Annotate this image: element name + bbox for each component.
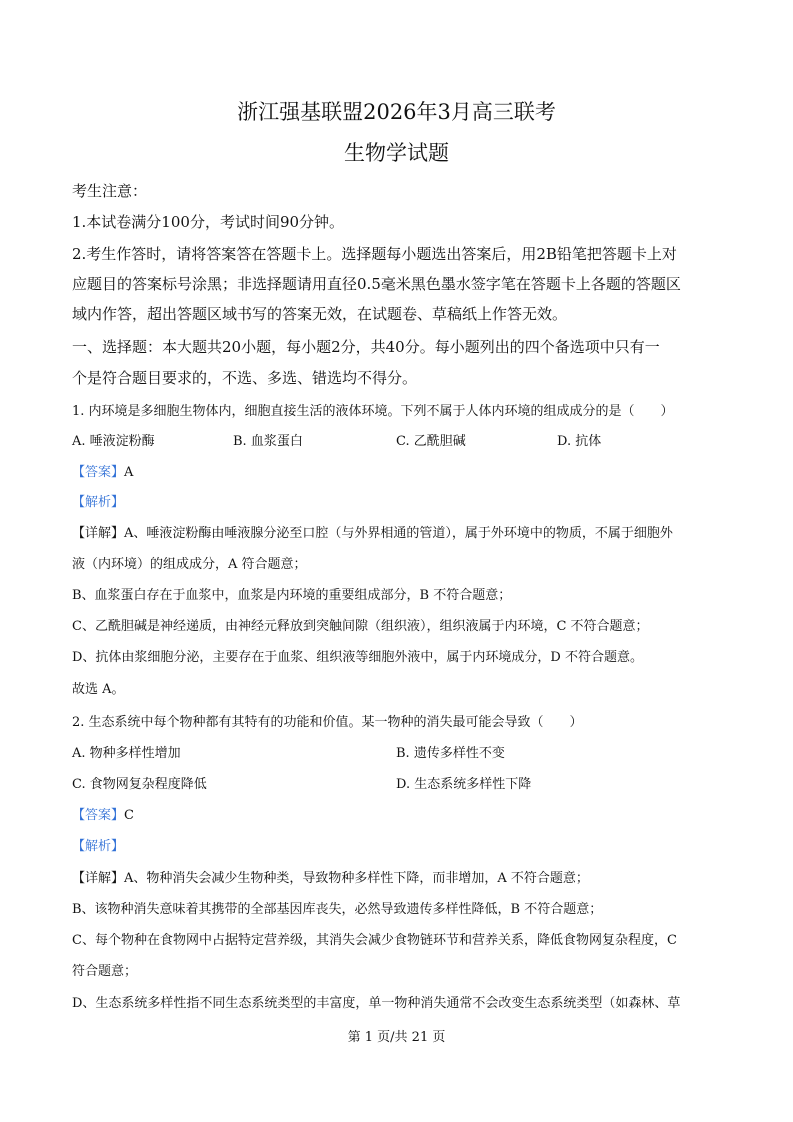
notice-item-2-cont2: 域内作答，超出答题区域书写的答案无效，在试题卷、草稿纸上作答无效。 [72, 305, 568, 323]
q2-answer [72, 804, 134, 823]
notice-item-1: 1.本试卷满分100分，考试时间90分钟。 [72, 213, 345, 231]
question-1-stem: 1. 内环境是多细胞生物体内，细胞直接生活的液体环境。下列不属于人体内环境的组成成分的是（ ） [72, 404, 674, 419]
q2-option-a: A. 物种多样性增加 [72, 746, 181, 761]
section-heading: 一、选择题：本大题共20小题，每小题2分，共40分。每小题列出的四个备选项中只有一 [72, 338, 660, 356]
q1-answer [72, 461, 133, 480]
q1-option-b: B. 血浆蛋白 [233, 434, 303, 449]
q1-option-a: A. 唾液淀粉酶 [72, 434, 155, 449]
q1-analysis-tag: 【解析】 [72, 495, 125, 510]
q2-explain-line-3: C、每个物种在食物网中占据特定营养级，其消失会减少食物链环节和营养关系，降低食物网复杂程度，C [72, 933, 677, 948]
q1-detail-tag: 【详解】 [72, 526, 125, 541]
subject-title: 生物学试题 [344, 141, 449, 165]
q2-option-b: B. 遗传多样性不变 [396, 746, 505, 761]
notice-heading: 考生注意： [72, 182, 148, 200]
q2-explain-line-5: D、生态系统多样性指不同生态系统类型的丰富度，单一物种消失通常不会改变生态系统类型（如森林、草 [72, 996, 681, 1011]
question-2-stem: 2. 生态系统中每个物种都有其特有的功能和价值。某一物种的消失最可能会导致（ ） [72, 715, 583, 730]
notice-item-2-cont: 应题目的答案标号涂黑；非选择题请用直径0.5毫米黑色墨水签字笔在答题卡上各题的答题区 [72, 275, 681, 293]
q2-analysis-tag: 【解析】 [72, 839, 125, 854]
q2-explain-line-2: B、该物种消失意味着其携带的全部基因库丧失，必然导致遗传多样性降低，B 不符合题意； [72, 902, 603, 917]
q2-option-d: D. 生态系统多样性下降 [396, 777, 532, 792]
section-heading-cont: 个是符合题目要求的，不选、多选、错选均不得分。 [72, 369, 418, 387]
q2-answer-value: C [124, 808, 134, 823]
page-footer: 第 1 页/共 21 页 [347, 1030, 446, 1045]
exam-title: 浙江强基联盟2026年3月高三联考 [237, 100, 556, 124]
q1-explain-line-5: D、抗体由浆细胞分泌，主要存在于血浆、组织液等细胞外液中，属于内环境成分，D 不符合题意。 [72, 650, 643, 665]
q1-answer-value: A [124, 465, 134, 480]
q1-answer-tag: 【答案】 [72, 465, 125, 480]
q2-detail-tag: 【详解】 [72, 871, 125, 886]
q1-explain-line-2: 液（内环境）的组成成分，A 符合题意； [72, 557, 307, 572]
notice-item-2: 2.考生作答时，请将答案答在答题卡上。选择题每小题选出答案后，用2B铅笔把答题卡上对 [72, 245, 677, 263]
q1-option-c: C. 乙酰胆碱 [396, 434, 466, 449]
q1-explain-line-4: C、乙酰胆碱是神经递质，由神经元释放到突触间隙（组织液），组织液属于内环境，C 不符合题意； [72, 619, 649, 634]
q2-explain-line-4: 符合题意； [72, 964, 138, 979]
q1-explain-line-1: 【详解】A、唾液淀粉酶由唾液腺分泌至口腔（与外界相通的管道），属于外环境中的物质，不属于细胞外 [72, 526, 673, 541]
q1-explain-line-3: B、血浆蛋白存在于血浆中，血浆是内环境的重要组成部分，B 不符合题意； [72, 588, 512, 603]
q1-option-d: D. 抗体 [557, 434, 602, 449]
q2-explain-line-1: 【详解】A、物种消失会减少生物种类，导致物种多样性下降，而非增加，A 不符合题意； [72, 871, 589, 886]
q2-option-c: C. 食物网复杂程度降低 [72, 777, 207, 792]
q1-conclusion: 故选 A。 [72, 682, 125, 697]
q2-answer-tag: 【答案】 [72, 808, 125, 823]
